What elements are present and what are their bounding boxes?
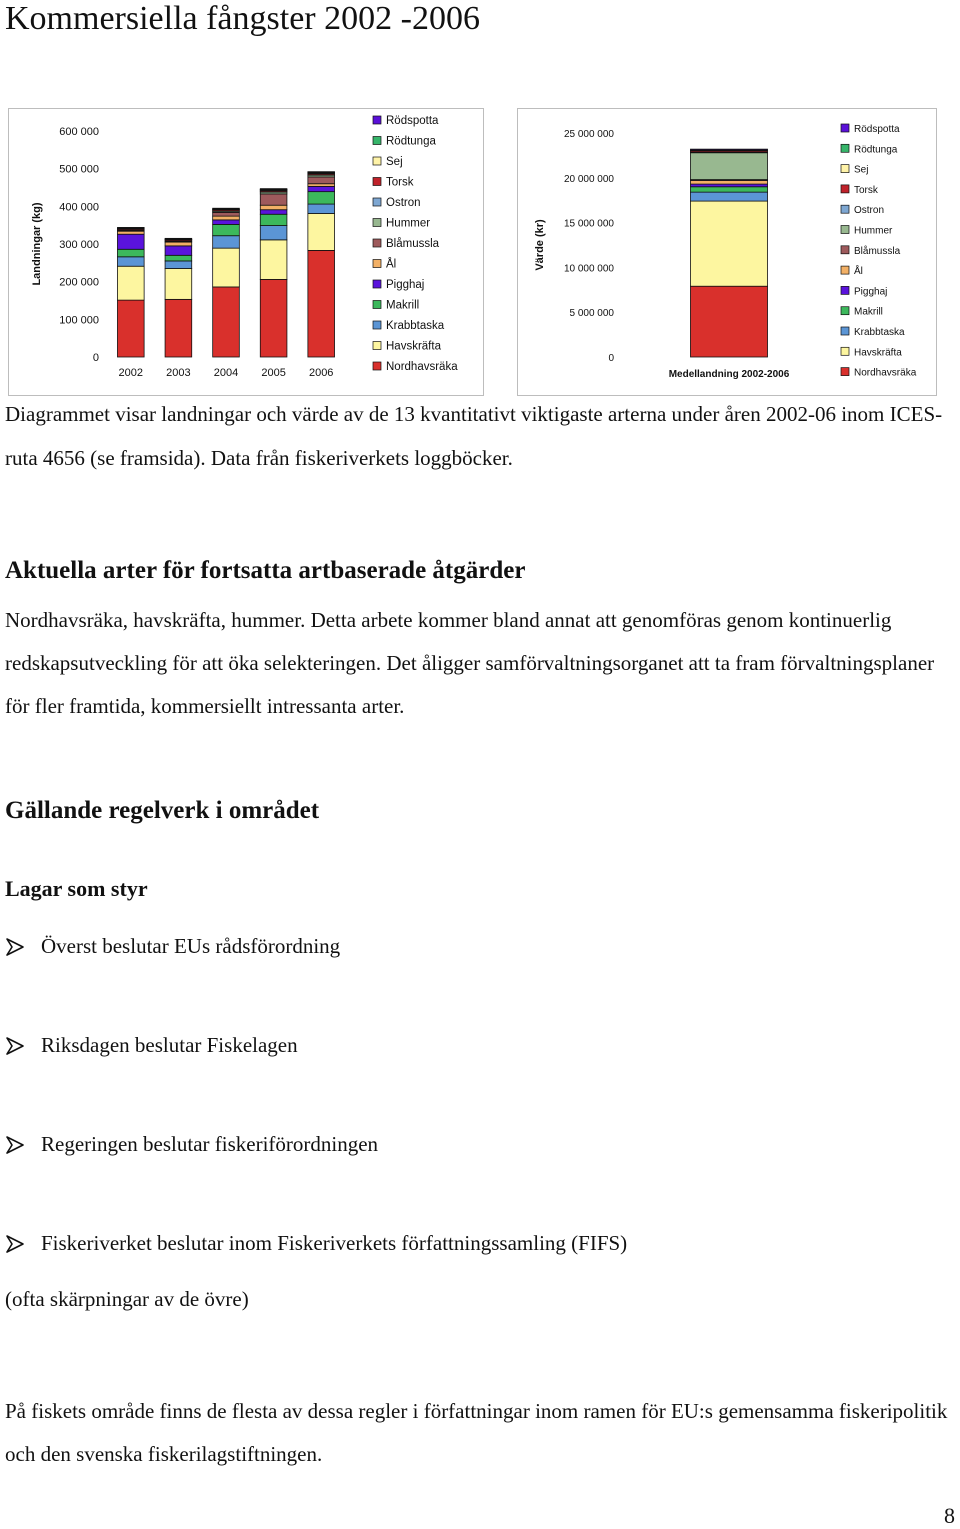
bullet-text: Fiskeriverket beslutar inom Fiskeriverkets författningssamling (FIFS) xyxy=(41,1231,628,1255)
bullet-item xyxy=(5,934,340,959)
bar-segment-krabbtaska xyxy=(213,236,240,248)
bullet-text: Överst beslutar EUs rådsförordning xyxy=(41,934,341,958)
bar-segment-pigghaj xyxy=(308,186,335,191)
y-tick-label: 100 000 xyxy=(59,314,99,327)
legend-swatch xyxy=(841,165,849,173)
y-axis-label: Landningar (kg) xyxy=(31,202,43,286)
bar-segment-krabbtaska xyxy=(260,226,287,240)
legend-label: Makrill xyxy=(854,306,883,318)
x-category-label: 2006 xyxy=(308,367,334,379)
value-chart xyxy=(517,108,937,396)
legend-label: Rödspotta xyxy=(386,115,439,127)
bar-segment-makrill xyxy=(213,224,240,235)
bullet-item xyxy=(5,1033,298,1058)
bar-segment-rödspotta xyxy=(308,172,335,173)
legend-swatch xyxy=(841,327,849,335)
bar-segment-makrill xyxy=(690,187,767,192)
y-tick-label: 200 000 xyxy=(59,276,99,289)
bar-segment-makrill xyxy=(117,249,144,257)
bar-segment-rödspotta xyxy=(260,189,287,190)
legend-label: Torsk xyxy=(386,176,414,189)
legend-swatch xyxy=(373,260,381,268)
bar-segment-rödspotta xyxy=(117,227,144,228)
y-tick-label: 25 000 000 xyxy=(563,129,614,140)
bar-segment-nordhavsräka xyxy=(165,299,192,357)
legend-label: Sej xyxy=(854,164,869,176)
bar-segment-krabbtaska xyxy=(165,261,192,269)
legend-label: Havskräfta xyxy=(386,340,441,353)
x-category-label: 2002 xyxy=(118,367,144,379)
legend-swatch xyxy=(373,137,381,145)
chart-caption: Diagrammet visar landningar och värde av de 13 kvantitativt viktigaste arterna under åren 2002-06 inom ICES-ruta 4656 (se framsida). Data från fiskeriverkets loggböcker. xyxy=(5,402,943,470)
bar-segment-blåmussla xyxy=(308,177,335,184)
bar-segment-ål xyxy=(165,242,192,246)
bar-segment-pigghaj xyxy=(690,184,767,187)
x-category-label: 2003 xyxy=(166,367,191,379)
legend-swatch xyxy=(373,219,381,227)
legend-swatch xyxy=(373,301,381,309)
bar-segment-nordhavsräka xyxy=(213,287,240,357)
x-category-label: 2005 xyxy=(261,367,286,379)
subheading-laws: Lagar som styr xyxy=(5,876,148,901)
bar-segment-rödspotta xyxy=(165,238,192,239)
y-tick-label: 20 000 000 xyxy=(563,173,614,185)
landings-chart xyxy=(8,108,484,396)
y-tick-label: 15 000 000 xyxy=(563,218,614,230)
bar-segment-krabbtaska xyxy=(690,192,767,201)
bar-segment-krabbtaska xyxy=(308,204,335,213)
bar-segment-nordhavsräka xyxy=(308,250,335,357)
legend-label: Pigghaj xyxy=(386,279,425,291)
y-tick-label: 400 000 xyxy=(59,201,99,214)
bullet-text: Regeringen beslutar fiskeriförordningen xyxy=(41,1132,379,1156)
legend-label: Nordhavsräka xyxy=(386,361,458,373)
bar-segment-ål xyxy=(260,205,287,210)
section-heading-regulations: Gällande regelverk i området xyxy=(5,797,320,824)
bar-segment-makrill xyxy=(260,214,287,225)
y-tick-label: 0 xyxy=(92,352,99,364)
legend-swatch xyxy=(841,226,849,234)
bullet-item xyxy=(5,1231,627,1256)
legend-label: Blåmussla xyxy=(854,245,901,257)
y-tick-label: 600 000 xyxy=(59,126,99,138)
legend-swatch xyxy=(841,347,849,355)
legend-label: Ostron xyxy=(854,205,885,217)
legend-label: Ål xyxy=(854,266,863,278)
y-tick-label: 500 000 xyxy=(59,163,99,176)
legend-label: Sej xyxy=(386,156,403,168)
bar-segment-blåmussla xyxy=(213,212,240,216)
bar-segment-pigghaj xyxy=(165,246,192,255)
legend-swatch xyxy=(373,239,381,247)
bar-segment-pigghaj xyxy=(260,210,287,215)
legend-swatch xyxy=(841,266,849,274)
bar-segment-krabbtaska xyxy=(117,257,144,266)
y-tick-label: 0 xyxy=(608,353,614,364)
legend-label: Ostron xyxy=(386,197,421,209)
legend-swatch xyxy=(841,144,849,152)
bar-segment-ål xyxy=(117,231,144,234)
bar-segment-havskräfta xyxy=(308,213,335,250)
legend-swatch xyxy=(841,124,849,132)
bar-segment-pigghaj xyxy=(213,220,240,225)
legend-label: Blåmussla xyxy=(386,238,440,250)
legend-label: Krabbtaska xyxy=(386,320,445,332)
y-tick-label: 10 000 000 xyxy=(563,263,614,275)
y-tick-label: 300 000 xyxy=(59,239,99,251)
legend-label: Rödtunga xyxy=(386,135,436,148)
legend-swatch xyxy=(373,342,381,350)
bar-segment-makrill xyxy=(308,192,335,204)
page-number: 8 xyxy=(944,1503,955,1528)
bullet-text: Riksdagen beslutar Fiskelagen xyxy=(41,1033,298,1057)
bar-segment-nordhavsräka xyxy=(690,286,767,357)
page-title: Kommersiella fångster 2002 -2006 xyxy=(5,0,480,37)
bar-segment-makrill xyxy=(165,255,192,261)
arrow-bullet-icon xyxy=(5,1135,25,1155)
legend-swatch xyxy=(373,116,381,124)
legend-swatch xyxy=(373,280,381,288)
legend-swatch xyxy=(373,178,381,186)
species-paragraph: Nordhavsräka, havskräfta, hummer. Detta arbete kommer bland annat att genomföras genom kontinuerlig redskapsutveckling för att öka selekteringen. Det åligger samförvaltningsorganet att ta fram förvaltningsplaner för fler framtida, kommersiellt intressanta arter. xyxy=(5,608,935,718)
legend-swatch xyxy=(373,198,381,206)
x-category-label: Medellandning 2002-2006 xyxy=(668,369,790,380)
legend-label: Havskräfta xyxy=(854,347,902,359)
legend-swatch xyxy=(841,246,849,254)
legend-label: Hummer xyxy=(386,217,431,230)
legend-swatch xyxy=(841,205,849,213)
bullet-item xyxy=(5,1132,378,1157)
y-tick-label: 5 000 000 xyxy=(569,308,614,320)
arrow-bullet-icon xyxy=(5,1234,25,1254)
bar-segment-havskräfta xyxy=(165,268,192,299)
section-heading-species: Aktuella arter för fortsatta artbaserade åtgärder xyxy=(5,557,526,584)
arrow-bullet-icon xyxy=(5,937,25,957)
legend-swatch xyxy=(841,307,849,315)
bar-segment-nordhavsräka xyxy=(117,300,144,357)
arrow-bullet-icon xyxy=(5,1036,25,1056)
note-text: (ofta skärpningar av de övre) xyxy=(5,1287,249,1311)
bar-segment-hummer xyxy=(690,153,767,180)
legend-label: Nordhavsräka xyxy=(854,367,917,379)
legend-swatch xyxy=(841,286,849,294)
legend-label: Pigghaj xyxy=(854,286,888,298)
legend-label: Hummer xyxy=(854,225,893,237)
closing-paragraph: På fiskets område finns de flesta av dessa regler i författningar inom ramen för EU:s gemensamma fiskeripolitik och den svenska fiskerilagstiftningen. xyxy=(5,1399,948,1466)
y-axis-label: Värde (kr) xyxy=(534,219,546,271)
bar-segment-rödspotta xyxy=(213,208,240,209)
bar-segment-nordhavsräka xyxy=(260,279,287,357)
bar-segment-havskräfta xyxy=(690,201,767,286)
legend-swatch xyxy=(373,157,381,165)
bar-segment-havskräfta xyxy=(117,266,144,300)
bar-segment-ål xyxy=(213,216,240,220)
bar-segment-havskräfta xyxy=(260,240,287,280)
value-chart-svg xyxy=(518,109,936,395)
legend-swatch xyxy=(841,368,849,376)
bar-segment-havskräfta xyxy=(213,248,240,287)
legend-label: Rödspotta xyxy=(854,124,900,135)
x-category-label: 2004 xyxy=(213,367,239,379)
bar-segment-pigghaj xyxy=(117,234,144,249)
bar-segment-rödspotta xyxy=(690,149,767,150)
legend-label: Rödtunga xyxy=(854,144,898,156)
legend-label: Torsk xyxy=(854,184,878,196)
legend-swatch xyxy=(841,185,849,193)
legend-label: Makrill xyxy=(386,299,420,312)
legend-label: Krabbtaska xyxy=(854,327,905,338)
legend-label: Ål xyxy=(386,258,397,271)
legend-swatch xyxy=(373,321,381,329)
bar-segment-blåmussla xyxy=(260,194,287,205)
bar-segment-ål xyxy=(690,180,767,184)
landings-chart-svg xyxy=(9,109,483,395)
legend-swatch xyxy=(373,362,381,370)
